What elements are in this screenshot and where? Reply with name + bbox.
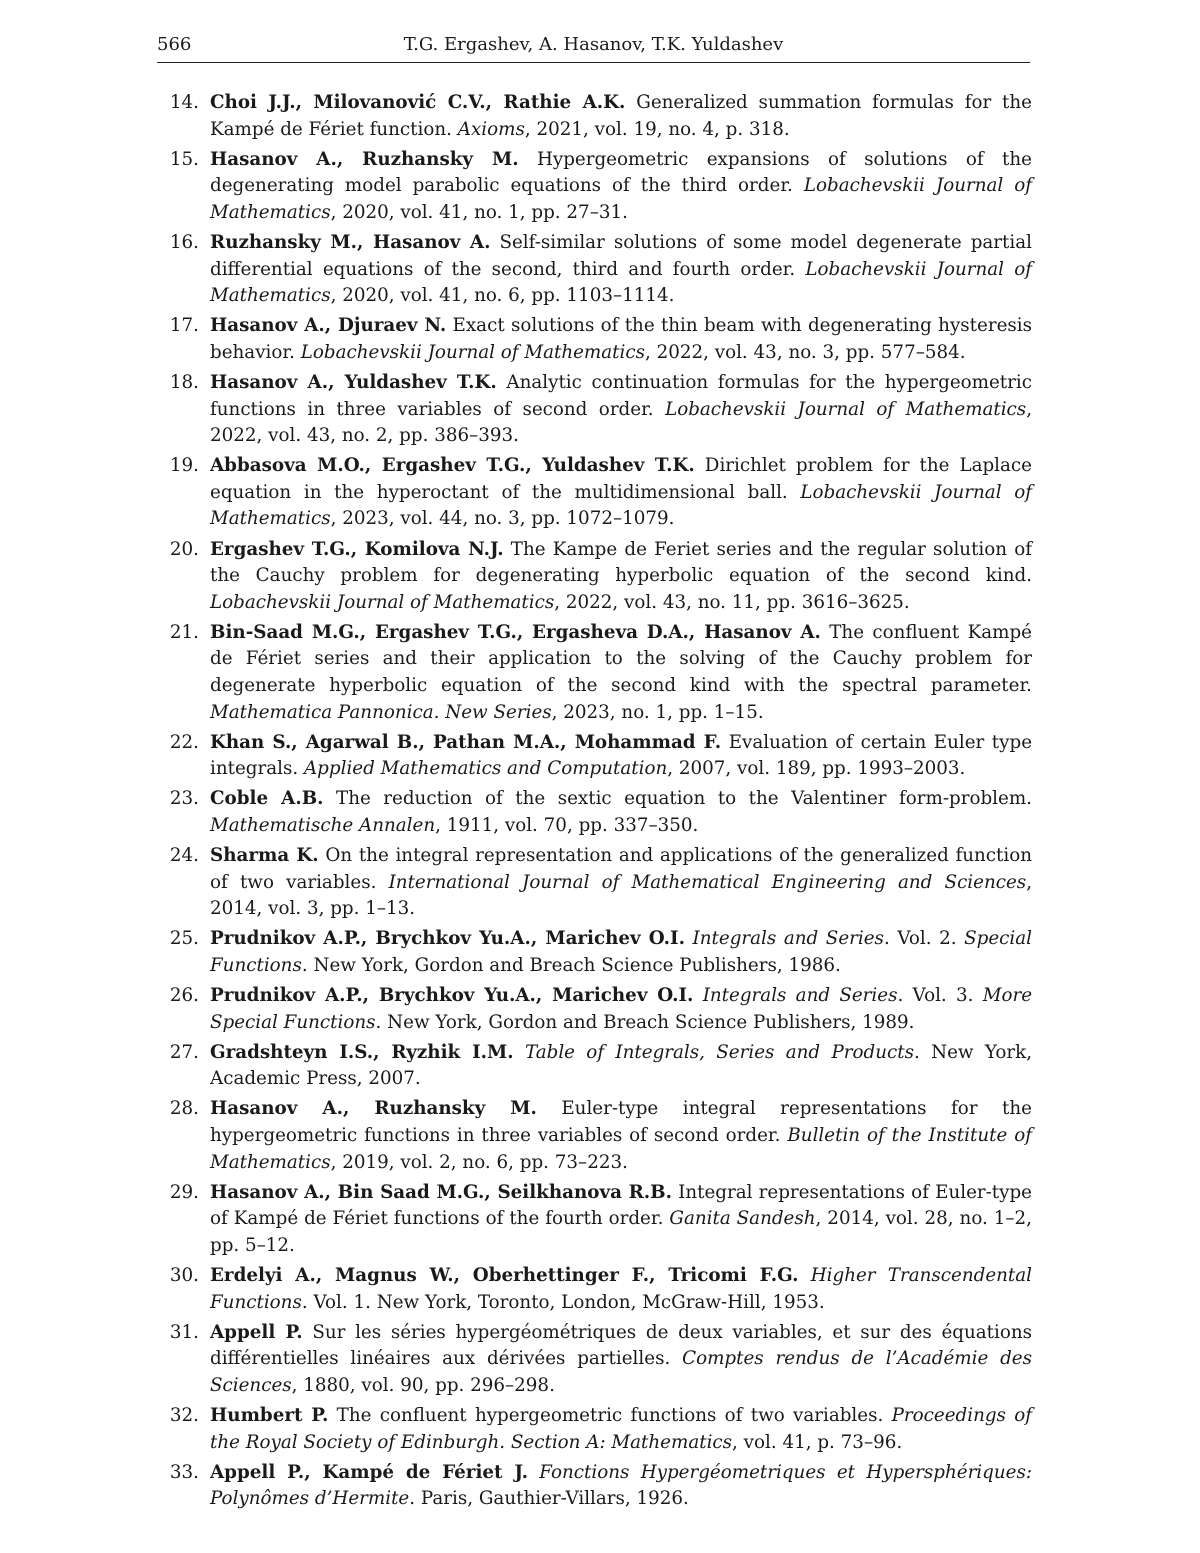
reference-title	[685, 928, 693, 949]
reference-item	[157, 147, 1032, 227]
reference-journal: Mathematische Annalen	[210, 815, 435, 836]
reference-details: . Vol. 3.	[897, 985, 982, 1006]
reference-details: . Vol. 1. New York, Toronto, London, McGraw-Hill, 1953.	[302, 1292, 825, 1313]
reference-details: , 1911, vol. 70, pp. 337–350.	[435, 815, 698, 836]
reference-publisher: . New York, Gordon and Breach Science Publishers, 1986.	[302, 955, 841, 976]
reference-journal-subtitle: More Special Functions	[210, 985, 1032, 1033]
reference-authors: Erdelyi A., Magnus W., Oberhettinger F., Tricomi F.G.	[210, 1265, 798, 1286]
reference-authors: Humbert P.	[210, 1405, 328, 1426]
reference-title	[514, 1042, 525, 1063]
reference-number: 17.	[157, 313, 199, 340]
reference-authors: Hasanov A., Ruzhansky M.	[210, 149, 519, 170]
reference-list	[157, 90, 1032, 1516]
reference-journal: International Journal of Mathematical Engineering and Sciences	[389, 872, 1027, 893]
reference-number: 29.	[157, 1180, 199, 1207]
reference-item	[157, 1096, 1032, 1176]
reference-item	[157, 926, 1032, 979]
reference-details: , 2020, vol. 41, no. 1, pp. 27–31.	[331, 202, 628, 223]
reference-journal: Fonctions Hypergéometriques et Hypersphériques: Polynômes d’Hermite	[210, 1462, 1032, 1510]
reference-details: , 2022, vol. 43, no. 2, pp. 386–393.	[210, 399, 1032, 447]
reference-number: 27.	[157, 1040, 199, 1067]
reference-item	[157, 453, 1032, 533]
reference-journal: Lobachevskii Journal of Mathematics	[665, 399, 1026, 420]
reference-authors: Bin-Saad M.G., Ergashev T.G., Ergasheva D.A., Hasanov A.	[210, 622, 821, 643]
reference-number: 24.	[157, 843, 199, 870]
reference-details: , 2022, vol. 43, no. 3, pp. 577–584.	[645, 342, 966, 363]
reference-item	[157, 537, 1032, 617]
reference-authors: Coble A.B.	[210, 788, 324, 809]
reference-item	[157, 1263, 1032, 1316]
reference-item	[157, 370, 1032, 450]
reference-title: Exact solutions of the thin beam with degenerating hysteresis behavior.	[210, 315, 1032, 363]
reference-item	[157, 843, 1032, 923]
reference-item	[157, 786, 1032, 839]
reference-authors: Hasanov A., Djuraev N.	[210, 315, 446, 336]
reference-authors: Gradshteyn I.S., Ryzhik I.M.	[210, 1042, 514, 1063]
reference-details: , 2014, vol. 3, pp. 1–13.	[210, 872, 1032, 920]
page-number: 566	[157, 34, 191, 55]
reference-authors: Ruzhansky M., Hasanov A.	[210, 232, 490, 253]
reference-publisher: . New York, Gordon and Breach Science Publishers, 1989.	[376, 1012, 915, 1033]
reference-journal: Table of Integrals, Series and Products	[525, 1042, 914, 1063]
reference-title: Generalized summation formulas for the Kampé de Fériet function.	[210, 92, 1032, 140]
reference-title: The confluent Kampé de Fériet series and their application to the solving of the Cauchy problem for degenerate hyperbolic equation of the second kind with the spectral parameter.	[210, 622, 1032, 696]
reference-details: . Vol. 2.	[884, 928, 964, 949]
reference-details: , 1880, vol. 90, pp. 296–298.	[292, 1375, 555, 1396]
reference-title: Integral representations of Euler-type of Kampé de Fériet functions of the fourth order.	[210, 1182, 1032, 1230]
reference-number: 32.	[157, 1403, 199, 1430]
reference-journal: Comptes rendus de l’Académie des Sciences	[210, 1348, 1032, 1396]
reference-details: , 2019, vol. 2, no. 6, pp. 73–223.	[331, 1152, 628, 1173]
reference-title: Evaluation of certain Euler type integrals.	[210, 732, 1032, 780]
reference-journal: Lobachevskii Journal of Mathematics	[210, 259, 1032, 307]
reference-journal: Applied Mathematics and Computation	[304, 758, 667, 779]
reference-title: The Kampe de Feriet series and the regular solution of the Cauchy problem for degenerating hyperbolic equation of the second kind.	[210, 539, 1032, 587]
reference-number: 14.	[157, 90, 199, 117]
reference-journal: Higher Transcendental Functions	[210, 1265, 1032, 1313]
reference-title: Analytic continuation formulas for the hypergeometric functions in three variables of second order.	[210, 372, 1032, 420]
reference-details: , vol. 41, p. 73–96.	[732, 1432, 902, 1453]
reference-item	[157, 620, 1032, 726]
reference-journal: Axioms	[458, 119, 525, 140]
reference-item	[157, 730, 1032, 783]
reference-title	[798, 1265, 810, 1286]
page-header	[157, 34, 1030, 63]
reference-item	[157, 983, 1032, 1036]
reference-details: , 2007, vol. 189, pp. 1993–2003.	[667, 758, 965, 779]
reference-number: 19.	[157, 453, 199, 480]
reference-title	[693, 985, 702, 1006]
reference-journal: Lobachevskii Journal of Mathematics	[210, 592, 554, 613]
reference-authors: Prudnikov A.P., Brychkov Yu.A., Marichev O.I.	[210, 928, 685, 949]
reference-authors: Hasanov A., Yuldashev T.K.	[210, 372, 497, 393]
reference-authors: Appell P., Kampé de Fériet J.	[210, 1462, 528, 1483]
reference-number: 33.	[157, 1460, 199, 1487]
reference-details: , 2020, vol. 41, no. 6, pp. 1103–1114.	[331, 285, 675, 306]
reference-authors: Ergashev T.G., Komilova N.J.	[210, 539, 504, 560]
reference-details: . New York, Academic Press, 2007.	[210, 1042, 1032, 1090]
reference-authors: Khan S., Agarwal B., Pathan M.A., Mohammad F.	[210, 732, 721, 753]
reference-number: 25.	[157, 926, 199, 953]
reference-number: 26.	[157, 983, 199, 1010]
reference-number: 18.	[157, 370, 199, 397]
reference-item	[157, 313, 1032, 366]
running-title: T.G. Ergashev, A. Hasanov, T.K. Yuldashev	[157, 34, 1030, 55]
reference-details: . Paris, Gauthier-Villars, 1926.	[409, 1488, 689, 1509]
reference-number: 22.	[157, 730, 199, 757]
reference-journal-subtitle: Special Functions	[210, 928, 1032, 976]
reference-journal: Lobachevskii Journal of Mathematics	[210, 175, 1032, 223]
reference-title: The confluent hypergeometric functions of two variables.	[328, 1405, 891, 1426]
reference-item	[157, 90, 1032, 143]
reference-item	[157, 230, 1032, 310]
reference-title: Sur les séries hypergéométriques de deux variables, et sur des équations différentielles linéaires aux dérivées partielles.	[210, 1322, 1032, 1370]
reference-number: 31.	[157, 1320, 199, 1347]
reference-authors: Hasanov A., Ruzhansky M.	[210, 1098, 537, 1119]
reference-title: The reduction of the sextic equation to the Valentiner form-problem.	[324, 788, 1032, 809]
reference-authors: Abbasova M.O., Ergashev T.G., Yuldashev T.K.	[210, 455, 695, 476]
reference-journal: Mathematica Pannonica. New Series	[210, 702, 552, 723]
reference-number: 23.	[157, 786, 199, 813]
reference-title: On the integral representation and applications of the generalized function of two variables.	[210, 845, 1032, 893]
reference-authors: Hasanov A., Bin Saad M.G., Seilkhanova R.B.	[210, 1182, 672, 1203]
reference-item	[157, 1180, 1032, 1260]
reference-details: , 2014, vol. 28, no. 1–2, pp. 5–12.	[210, 1208, 1032, 1256]
reference-journal: Proceedings of the Royal Society of Edinburgh. Section A: Mathematics	[210, 1405, 1032, 1453]
reference-details: , 2023, vol. 44, no. 3, pp. 1072–1079.	[331, 508, 675, 529]
reference-journal: Lobachevskii Journal of Mathematics	[301, 342, 645, 363]
reference-title: Hypergeometric expansions of solutions of the degenerating model parabolic equations of the third order.	[210, 149, 1032, 197]
reference-title: Self-similar solutions of some model degenerate partial differential equations of the second, third and fourth order.	[210, 232, 1032, 280]
reference-details: , 2022, vol. 43, no. 11, pp. 3616–3625.	[554, 592, 909, 613]
reference-title	[528, 1462, 539, 1483]
reference-journal: Ganita Sandesh	[669, 1208, 815, 1229]
reference-journal: Integrals and Series	[703, 985, 898, 1006]
reference-details: , 2021, vol. 19, no. 4, p. 318.	[525, 119, 790, 140]
reference-number: 21.	[157, 620, 199, 647]
reference-authors: Choi J.J., Milovanović C.V., Rathie A.K.	[210, 92, 625, 113]
reference-item	[157, 1320, 1032, 1400]
reference-authors: Sharma K.	[210, 845, 319, 866]
reference-number: 15.	[157, 147, 199, 174]
reference-title: Dirichlet problem for the Laplace equation in the hyperoctant of the multidimensional ball.	[210, 455, 1032, 503]
reference-title: Euler-type integral representations for the hypergeometric functions in three variables of second order.	[210, 1098, 1032, 1146]
reference-authors: Appell P.	[210, 1322, 303, 1343]
reference-number: 28.	[157, 1096, 199, 1123]
reference-number: 30.	[157, 1263, 199, 1290]
reference-number: 16.	[157, 230, 199, 257]
reference-item	[157, 1040, 1032, 1093]
reference-journal: Integrals and Series	[693, 928, 884, 949]
reference-authors: Prudnikov A.P., Brychkov Yu.A., Marichev O.I.	[210, 985, 693, 1006]
reference-journal: Bulletin of the Institute of Mathematics	[210, 1125, 1032, 1173]
reference-item	[157, 1403, 1032, 1456]
reference-journal: Lobachevskii Journal of Mathematics	[210, 482, 1032, 530]
reference-number: 20.	[157, 537, 199, 564]
reference-details: , 2023, no. 1, pp. 1–15.	[552, 702, 764, 723]
reference-item	[157, 1460, 1032, 1513]
